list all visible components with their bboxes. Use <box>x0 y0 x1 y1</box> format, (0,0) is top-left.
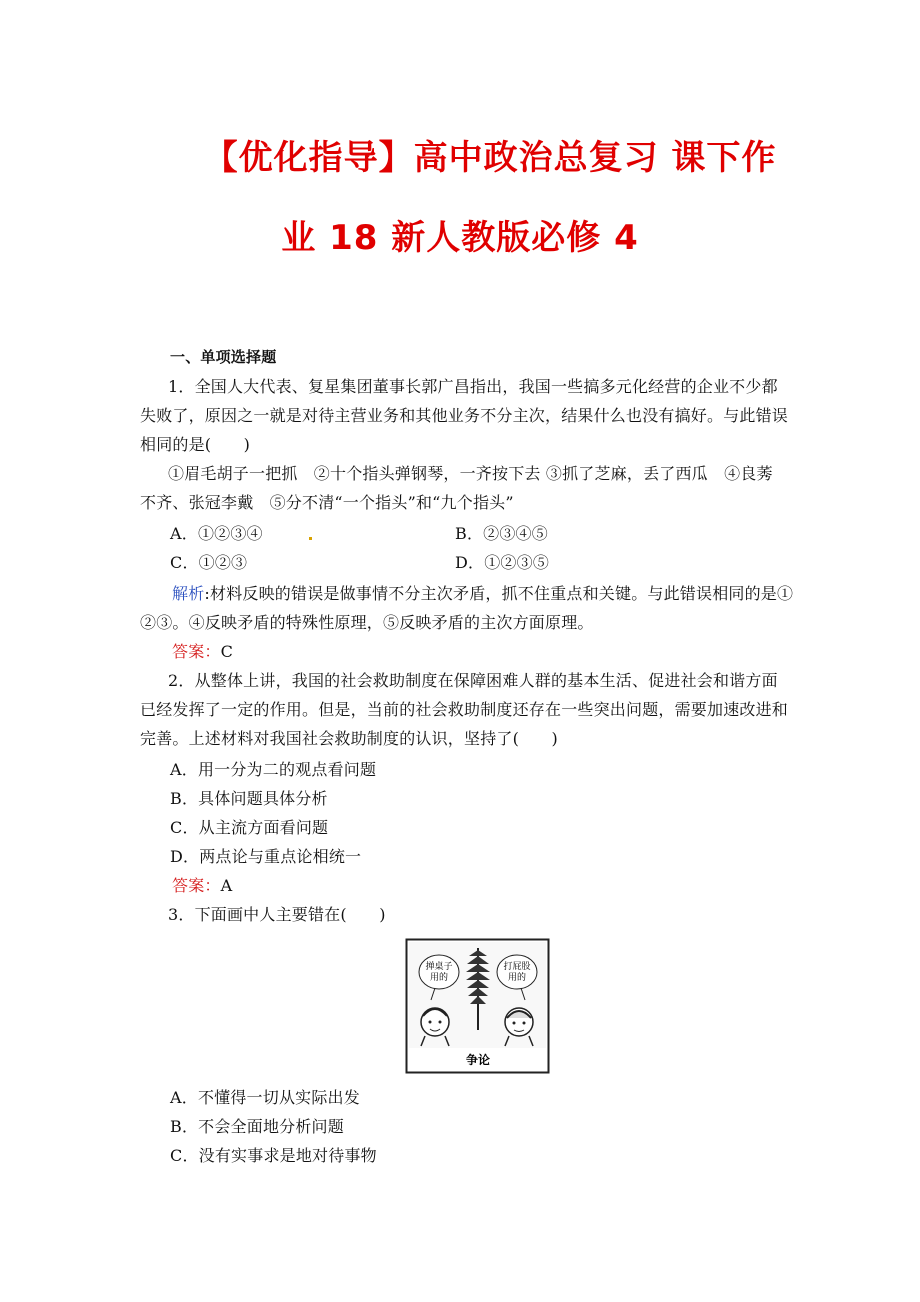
q1-analysis-label: 解析 <box>172 584 205 603</box>
q1-analysis-line-1 <box>172 579 793 608</box>
q1-option-c: C．①②③ <box>170 553 248 572</box>
q1-option-a: A．①②③④ <box>170 524 263 543</box>
q2-option-a: A．用一分为二的观点看问题 <box>170 760 377 779</box>
q1-stem-line-1: 1．全国人大代表、复星集团董事长郭广昌指出，我国一些搞多元化经营的企业不少都 <box>168 377 778 396</box>
q1-answer-label: 答案： <box>172 642 221 661</box>
q3-option-a: A．不懂得一切从实际出发 <box>170 1088 360 1107</box>
q1-option-b: B．②③④⑤ <box>455 524 548 543</box>
cartoon-illustration <box>405 938 550 1074</box>
document-title-line-2: 业 18 新人教版必修 4 <box>281 218 639 258</box>
q1-option-d: D．①②③⑤ <box>455 553 550 572</box>
q2-stem-line-3: 完善。上述材料对我国社会救助制度的认识，坚持了( ) <box>140 729 558 748</box>
cartoon-caption: 争论 <box>465 1053 491 1067</box>
right-bubble-text-2: 用的 <box>507 973 527 983</box>
q1-items-line-2: 不齐、张冠李戴 ⑤分不清“一个指头”和“九个指头” <box>140 493 514 512</box>
q2-stem-line-2: 已经发挥了一定的作用。但是，当前的社会救助制度还存在一些突出问题，需要加速改进和 <box>140 700 789 719</box>
q1-analysis-text-1: :材料反映的错误是做事情不分主次矛盾，抓不住重点和关键。与此错误相同的是① <box>204 584 794 603</box>
q2-answer-line <box>172 871 232 900</box>
q3-stem: 3．下面画中人主要错在( ) <box>168 905 386 924</box>
q2-answer-label: 答案： <box>172 876 221 895</box>
left-bubble-text-2: 用的 <box>429 973 449 983</box>
stray-mark <box>309 537 312 540</box>
q1-stem-line-3: 相同的是( ) <box>140 435 251 454</box>
q2-option-c: C．从主流方面看问题 <box>170 818 329 837</box>
q1-answer-value: C <box>220 642 234 661</box>
q2-option-d: D．两点论与重点论相统一 <box>170 847 362 866</box>
right-bubble-text-1: 打屁股 <box>503 962 531 972</box>
q1-answer-line <box>172 637 233 666</box>
q3-option-b: B．不会全面地分析问题 <box>170 1117 344 1136</box>
q1-analysis-line-2: ②③。④反映矛盾的特殊性原理，⑤反映矛盾的主次方面原理。 <box>140 613 594 632</box>
q3-option-c: C．没有实事求是地对待事物 <box>170 1146 377 1165</box>
q2-stem-line-1: 2．从整体上讲，我国的社会救助制度在保障困难人群的基本生活、促进社会和谐方面 <box>168 671 778 690</box>
section-heading: 一、单项选择题 <box>170 348 277 366</box>
left-bubble-text-1: 掸桌子 <box>425 962 453 972</box>
q1-items-line-1: ①眉毛胡子一把抓 ②十个指头弹钢琴，一齐按下去 ③抓了芝麻，丢了西瓜 ④良莠 <box>168 464 773 483</box>
document-title-line-1: 【优化指导】高中政治总复习 课下作 <box>203 138 777 178</box>
q1-stem-line-2: 失败了，原因之一就是对待主营业务和其他业务不分主次，结果什么也没有搞好。与此错误 <box>140 406 789 425</box>
q2-option-b: B．具体问题具体分析 <box>170 789 328 808</box>
q2-answer-value: A <box>220 876 233 895</box>
cartoon-figure <box>405 938 550 1074</box>
